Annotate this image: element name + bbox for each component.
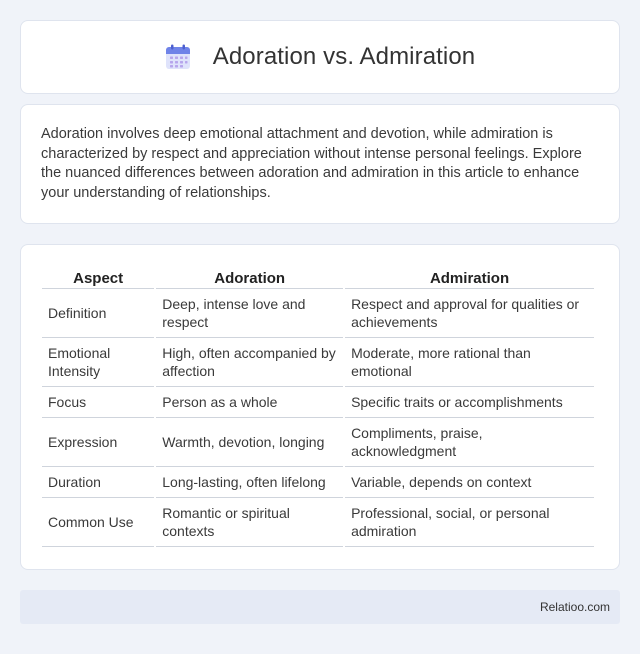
- intro-paragraph: Adoration involves deep emotional attachment and devotion, while admiration is characterized by respect and appreciation without intense personal feelings. Explore the nuanced differences between adoration and admiration in this article to enhance your understanding of relationships.: [41, 126, 582, 201]
- comparison-card: [20, 244, 620, 570]
- table-cell-aspect: Emotional Intensity: [42, 338, 154, 387]
- table-cell-adoration: Person as a whole: [156, 387, 343, 418]
- table-cell-admiration: Professional, social, or personal admiration: [345, 498, 594, 547]
- table-cell-aspect: Common Use: [42, 498, 154, 547]
- column-header-adoration: Adoration: [156, 265, 343, 289]
- page-title: Adoration vs. Admiration: [212, 43, 476, 70]
- table-cell-adoration: Long-lasting, often lifelong: [156, 467, 343, 498]
- table-cell-admiration: Specific traits or accomplishments: [345, 387, 594, 418]
- table-cell-admiration: Moderate, more rational than emotional: [345, 338, 594, 387]
- table-row: [42, 418, 594, 467]
- table-cell-adoration: High, often accompanied by affection: [156, 338, 343, 387]
- table-cell-admiration: Compliments, praise, acknowledgment: [345, 418, 594, 467]
- header-card: [20, 20, 620, 94]
- table-cell-aspect: Focus: [42, 387, 154, 418]
- column-header-aspect: Aspect: [42, 265, 154, 289]
- footer-brand[interactable]: Relatioo.com: [539, 600, 610, 614]
- table-cell-adoration: Romantic or spiritual contexts: [156, 498, 343, 547]
- table-cell-aspect: Expression: [42, 418, 154, 467]
- column-header-admiration: Admiration: [345, 265, 594, 289]
- table-row: [42, 498, 594, 547]
- intro-card: [20, 104, 620, 224]
- table-cell-admiration: Variable, depends on context: [345, 467, 594, 498]
- calendar-icon: [165, 44, 191, 70]
- table-cell-admiration: Respect and approval for qualities or achievements: [345, 289, 594, 338]
- table-row: [42, 289, 594, 338]
- comparison-table: [40, 265, 596, 547]
- table-cell-aspect: Duration: [42, 467, 154, 498]
- table-cell-aspect: Definition: [42, 289, 154, 338]
- table-row: [42, 387, 594, 418]
- table-row: [42, 338, 594, 387]
- table-cell-adoration: Warmth, devotion, longing: [156, 418, 343, 467]
- table-header-row: [42, 265, 594, 289]
- table-row: [42, 467, 594, 498]
- table-cell-adoration: Deep, intense love and respect: [156, 289, 343, 338]
- footer-bar: [20, 590, 620, 624]
